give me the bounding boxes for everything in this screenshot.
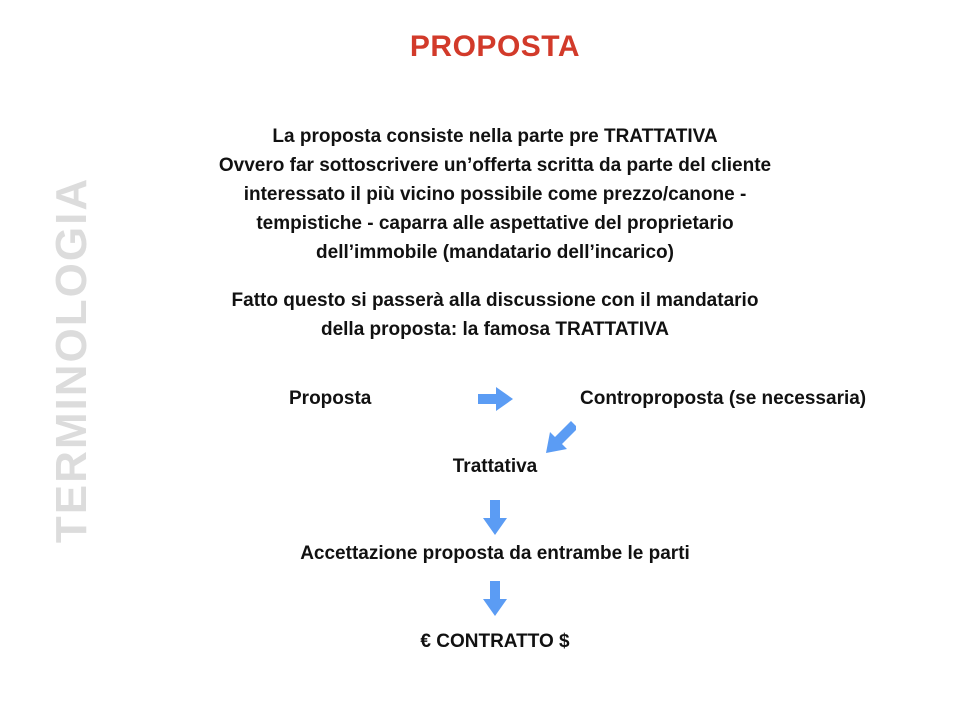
intro-line: tempistiche - caparra alle aspettative del proprietario	[256, 213, 734, 234]
intro-line: interessato il più vicino possibile come prezzo/canone -	[243, 184, 747, 205]
intro-line: dell’immobile (mandatario dell’incarico)	[316, 242, 674, 263]
intro-paragraph	[150, 122, 840, 267]
flow-node-controproposta: Controproposta (se necessaria)	[580, 388, 867, 409]
flow-node-accettazione: Accettazione proposta da entrambe le parti	[300, 543, 690, 564]
arrow-down-left-icon	[543, 420, 579, 456]
arrow-down-icon	[482, 580, 508, 618]
intro-line: La proposta consiste nella parte pre TRATTATIVA	[272, 126, 718, 147]
followup-line: della proposta: la famosa TRATTATIVA	[320, 319, 669, 340]
slide-title: PROPOSTA	[409, 30, 581, 63]
flow-node-contratto: € CONTRATTO $	[420, 631, 570, 652]
side-label-terminologia: TERMINOLOGIA	[47, 176, 96, 544]
followup-paragraph	[150, 286, 840, 344]
flow-node-trattativa: Trattativa	[452, 456, 538, 477]
intro-line: Ovvero far sottoscrivere un’offerta scritta da parte del cliente	[218, 155, 772, 176]
arrow-right-icon	[476, 386, 516, 412]
flow-node-proposta: Proposta	[289, 388, 372, 409]
arrow-down-icon	[482, 499, 508, 537]
followup-line: Fatto questo si passerà alla discussione con il mandatario	[231, 290, 759, 311]
